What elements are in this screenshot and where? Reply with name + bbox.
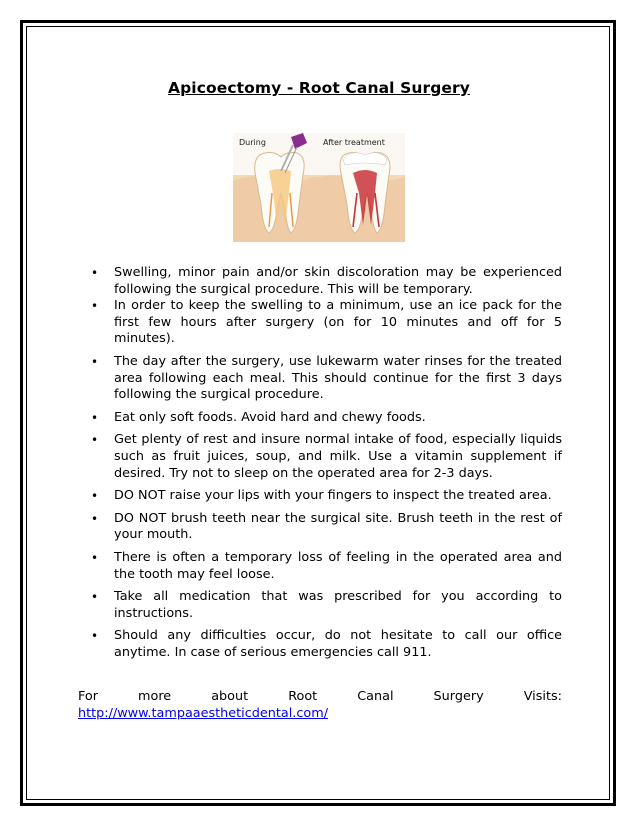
footer-word: Surgery <box>433 689 484 704</box>
footer-word: Canal <box>357 689 394 704</box>
list-item <box>90 511 562 544</box>
list-item-text: Eat only soft foods. Avoid hard and chewy foods. <box>114 409 426 425</box>
bullet-icon: • <box>91 433 99 448</box>
list-item <box>90 265 562 298</box>
footer-word: Visits: <box>523 689 562 704</box>
bullet-icon: • <box>91 266 99 280</box>
instructions-list <box>90 265 562 661</box>
list-item <box>90 628 562 661</box>
list-item-text: In order to keep the swelling to a minimum, use an ice pack for the first few hours after surgery (on for 10 minutes and off for 5 minutes). <box>114 298 562 347</box>
list-item-text: Take all medication that was prescribed for you according to instructions. <box>114 589 562 621</box>
footer-word: Root <box>288 689 318 704</box>
bullet-icon: • <box>91 489 99 504</box>
footer-word: For <box>78 689 98 704</box>
bullet-icon: • <box>91 590 99 605</box>
bullet-icon: • <box>91 550 99 565</box>
footer-word: about <box>211 689 249 704</box>
website-link[interactable]: http://www.tampaaestheticdental.com/ <box>78 705 329 721</box>
list-item-text: DO NOT raise your lips with your fingers to inspect the treated area. <box>114 488 552 504</box>
footer-word: more <box>138 689 172 704</box>
bullet-icon: • <box>91 511 99 526</box>
list-item-text: Swelling, minor pain and/or skin discoloration may be experienced following the surgical procedure. This will be temporary. <box>114 265 562 297</box>
list-item <box>90 550 562 583</box>
list-item <box>90 410 562 427</box>
label-during: During <box>239 138 266 147</box>
list-item <box>90 488 562 505</box>
bullet-icon: • <box>91 629 99 644</box>
tooth-diagram-svg <box>233 133 405 242</box>
list-item <box>90 354 562 404</box>
bullet-icon: • <box>91 410 99 425</box>
tooth-illustration <box>233 133 405 242</box>
bullet-icon: • <box>91 354 99 369</box>
list-item <box>90 589 562 622</box>
list-item-text: Get plenty of rest and insure normal intake of food, especially liquids such as fruit juices, soup, and milk. Use a vitamin supplement if desired. Try not to sleep on the operated area for 2-3 days. <box>114 432 562 481</box>
footer-text <box>78 689 562 706</box>
page-title: Apicoectomy - Root Canal Surgery <box>168 79 470 97</box>
footer <box>78 689 562 722</box>
list-item-text: DO NOT brush teeth near the surgical site. Brush teeth in the rest of your mouth. <box>114 510 562 543</box>
list-item <box>90 298 562 348</box>
list-item-text: There is often a temporary loss of feeling in the operated area and the tooth may feel loose. <box>114 549 562 582</box>
bullet-icon: • <box>91 299 99 314</box>
list-item-text: The day after the surgery, use lukewarm water rinses for the treated area following each meal. This should continue for the first 3 days following the surgical procedure. <box>114 353 562 403</box>
list-item-text: Should any difficulties occur, do not hesitate to call our office anytime. In case of serious emergencies call 911. <box>114 628 562 660</box>
label-after-treatment: After treatment <box>323 138 385 147</box>
list-item <box>90 432 562 482</box>
